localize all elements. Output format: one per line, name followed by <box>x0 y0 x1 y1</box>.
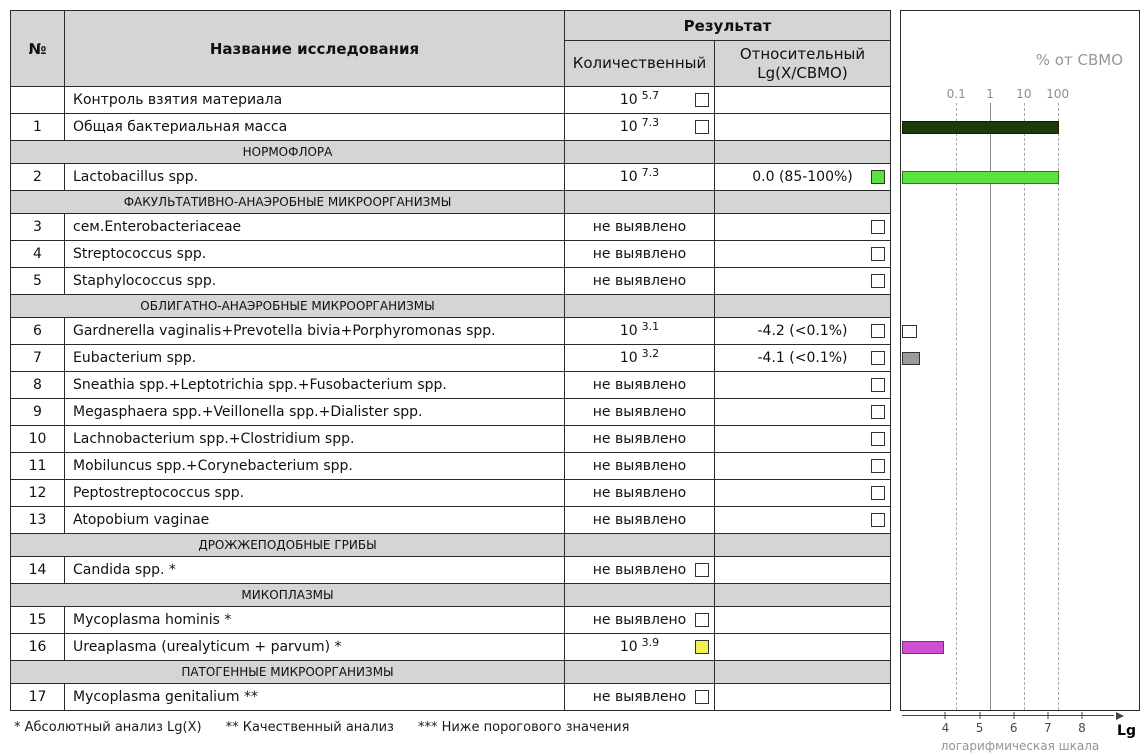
section-row <box>11 534 891 557</box>
section-label: ОБЛИГАТНО-АНАЭРОБНЫЕ МИКРООРГАНИЗМЫ <box>11 295 565 318</box>
test-name: Megasphaera spp.+Veillonella spp.+Dialister spp. <box>65 399 565 426</box>
section-cell-empty <box>565 661 715 684</box>
chart-bar-row-16 <box>902 641 944 654</box>
row-number: 8 <box>11 372 65 399</box>
section-cell-empty <box>715 584 891 607</box>
table-row <box>11 480 891 507</box>
row-number: 5 <box>11 268 65 295</box>
section-row <box>11 584 891 607</box>
result-checkbox[interactable] <box>871 486 885 500</box>
section-row <box>11 661 891 684</box>
relative-result <box>715 453 891 480</box>
qty-value: не выявлено <box>592 377 687 393</box>
row-number: 15 <box>11 607 65 634</box>
qty-value: не выявлено <box>592 246 687 262</box>
relative-result <box>715 399 891 426</box>
axis-lg-label: Lg <box>1117 723 1136 739</box>
footnote-item: *** Ниже порогового значения <box>417 720 630 735</box>
qty-exponent: 7.3 <box>641 116 660 129</box>
section-label: МИКОПЛАЗМЫ <box>11 584 565 607</box>
quantitative-result <box>565 87 715 114</box>
quantitative-result <box>565 507 715 534</box>
result-checkbox[interactable] <box>871 432 885 446</box>
relative-result <box>715 557 891 584</box>
row-number: 6 <box>11 318 65 345</box>
relative-result <box>715 268 891 295</box>
section-cell-empty <box>565 534 715 557</box>
row-number: 12 <box>11 480 65 507</box>
quantitative-result <box>565 268 715 295</box>
percent-tick-label: 100 <box>1046 87 1070 101</box>
table-row <box>11 318 891 345</box>
quantitative-result <box>565 426 715 453</box>
qty-value: не выявлено <box>592 485 687 501</box>
qty-exponent: 7.3 <box>641 166 660 179</box>
quantitative-result <box>565 372 715 399</box>
table-row <box>11 268 891 295</box>
axis-tick <box>1081 712 1082 719</box>
chart-bar-row-6 <box>902 325 917 338</box>
header-result: Результат <box>565 11 891 41</box>
table-row <box>11 557 891 584</box>
table-row <box>11 607 891 634</box>
section-cell-empty <box>565 584 715 607</box>
chart-x-axis <box>900 712 1140 755</box>
qty-value: не выявлено <box>592 273 687 289</box>
section-cell-empty <box>715 295 891 318</box>
row-number: 17 <box>11 684 65 711</box>
quantitative-result <box>565 557 715 584</box>
table-row <box>11 114 891 141</box>
section-cell-empty <box>565 295 715 318</box>
header-relative <box>715 41 891 87</box>
qty-value: 10 <box>619 169 638 185</box>
section-label: НОРМОФЛОРА <box>11 141 565 164</box>
test-name: сем.Enterobacteriaceae <box>65 214 565 241</box>
relative-result <box>715 634 891 661</box>
percent-tick-label: 1 <box>986 87 994 101</box>
section-cell-empty <box>715 141 891 164</box>
qty-value: не выявлено <box>592 458 687 474</box>
test-name: Atopobium vaginae <box>65 507 565 534</box>
relative-result <box>715 87 891 114</box>
test-name: Mobiluncus spp.+Corynebacterium spp. <box>65 453 565 480</box>
row-number: 14 <box>11 557 65 584</box>
test-name: Sneathia spp.+Leptotrichia spp.+Fusobacterium spp. <box>65 372 565 399</box>
quantitative-result <box>565 399 715 426</box>
quantitative-result <box>565 453 715 480</box>
relative-value: -4.1 (<0.1%) <box>757 350 848 366</box>
qty-value: 10 <box>619 639 638 655</box>
result-checkbox[interactable] <box>695 93 709 107</box>
table-row <box>11 507 891 534</box>
row-number: 1 <box>11 114 65 141</box>
result-checkbox[interactable] <box>695 690 709 704</box>
result-checkbox[interactable] <box>871 220 885 234</box>
qty-value: не выявлено <box>592 512 687 528</box>
axis-tick-label: 5 <box>975 721 984 735</box>
section-cell-empty <box>565 191 715 214</box>
qty-value: не выявлено <box>592 431 687 447</box>
relative-result <box>715 684 891 711</box>
result-checkbox[interactable] <box>871 459 885 473</box>
table-row <box>11 634 891 661</box>
section-cell-empty <box>715 534 891 557</box>
axis-tick <box>1047 712 1048 719</box>
axis-tick <box>979 712 980 719</box>
axis-tick-label: 4 <box>941 721 950 735</box>
section-row <box>11 295 891 318</box>
relative-result <box>715 426 891 453</box>
relative-result <box>715 114 891 141</box>
quantitative-result <box>565 114 715 141</box>
relative-result <box>715 241 891 268</box>
qty-value: 10 <box>619 323 638 339</box>
qty-value: не выявлено <box>592 404 687 420</box>
test-name: Peptostreptococcus spp. <box>65 480 565 507</box>
relative-result <box>715 345 891 372</box>
row-number: 16 <box>11 634 65 661</box>
quantitative-result <box>565 634 715 661</box>
result-checkbox[interactable] <box>871 324 885 338</box>
footnote-item: ** Качественный анализ <box>225 720 394 735</box>
table-body <box>11 87 891 711</box>
chart-bar-row-7 <box>902 352 920 365</box>
relative-result <box>715 507 891 534</box>
quantitative-result <box>565 684 715 711</box>
quantitative-result <box>565 241 715 268</box>
section-cell-empty <box>565 141 715 164</box>
test-name: Eubacterium spp. <box>65 345 565 372</box>
section-row <box>11 191 891 214</box>
header-relative-line1: Относительный <box>739 44 866 63</box>
table-row <box>11 372 891 399</box>
test-name: Контроль взятия материала <box>65 87 565 114</box>
quantitative-result <box>565 480 715 507</box>
test-name: Mycoplasma hominis * <box>65 607 565 634</box>
table-row <box>11 87 891 114</box>
header-relative-line2: Lg(X/СВМО) <box>757 63 848 82</box>
table-row <box>11 684 891 711</box>
row-number: 4 <box>11 241 65 268</box>
result-checkbox[interactable] <box>871 405 885 419</box>
header-quantitative: Количественный <box>565 41 715 87</box>
footnote <box>14 720 653 735</box>
table-row <box>11 241 891 268</box>
result-checkbox[interactable] <box>871 247 885 261</box>
row-number: 13 <box>11 507 65 534</box>
result-checkbox[interactable] <box>871 513 885 527</box>
qty-value: 10 <box>619 350 638 366</box>
footnote-item: * Абсолютный анализ Lg(X) <box>14 720 202 735</box>
relative-result <box>715 214 891 241</box>
axis-tick <box>945 712 946 719</box>
percent-tick-label: 10 <box>1016 87 1032 101</box>
qty-value: не выявлено <box>592 562 687 578</box>
axis-tick-label: 7 <box>1043 721 1052 735</box>
relative-result <box>715 480 891 507</box>
section-label: ФАКУЛЬТАТИВНО-АНАЭРОБНЫЕ МИКРООРГАНИЗМЫ <box>11 191 565 214</box>
chart-bar-row-2 <box>902 171 1059 184</box>
section-label: ДРОЖЖЕПОДОБНЫЕ ГРИБЫ <box>11 534 565 557</box>
chart-title: % от СВМО <box>1035 51 1123 69</box>
result-checkbox[interactable] <box>871 170 885 184</box>
result-checkbox[interactable] <box>695 613 709 627</box>
table-row <box>11 399 891 426</box>
relative-result <box>715 607 891 634</box>
axis-tick-label: 8 <box>1078 721 1086 735</box>
qty-value: 10 <box>619 92 638 108</box>
qty-value: не выявлено <box>592 689 687 705</box>
section-cell-empty <box>715 191 891 214</box>
qty-value: не выявлено <box>592 612 687 628</box>
quantitative-result <box>565 214 715 241</box>
percent-tick-label: 0.1 <box>946 87 966 101</box>
qty-exponent: 3.2 <box>641 347 660 360</box>
axis-tick-label: 6 <box>1009 721 1018 735</box>
qty-exponent: 3.9 <box>641 636 660 649</box>
row-number: 9 <box>11 399 65 426</box>
axis-arrow-icon <box>1116 712 1124 720</box>
quantitative-result <box>565 164 715 191</box>
row-number: 10 <box>11 426 65 453</box>
row-number: 3 <box>11 214 65 241</box>
results-table <box>10 10 891 711</box>
result-checkbox[interactable] <box>695 640 709 654</box>
qty-exponent: 3.1 <box>641 320 660 333</box>
relative-value: 0.0 (85-100%) <box>752 169 853 185</box>
quantitative-result <box>565 318 715 345</box>
qty-exponent: 5.7 <box>641 89 660 102</box>
chart-panel <box>900 10 1140 711</box>
row-number <box>11 87 65 114</box>
quantitative-result <box>565 345 715 372</box>
table-row <box>11 453 891 480</box>
test-name: Общая бактериальная масса <box>65 114 565 141</box>
result-checkbox[interactable] <box>871 274 885 288</box>
section-row <box>11 141 891 164</box>
test-name: Mycoplasma genitalium ** <box>65 684 565 711</box>
qty-value: 10 <box>619 119 638 135</box>
table-row <box>11 214 891 241</box>
test-name: Ureaplasma (urealyticum + parvum) * <box>65 634 565 661</box>
test-name: Candida spp. * <box>65 557 565 584</box>
quantitative-result <box>565 607 715 634</box>
relative-result <box>715 372 891 399</box>
relative-value: -4.2 (<0.1%) <box>757 323 848 339</box>
axis-caption: логарифмическая шкала <box>940 739 1100 753</box>
section-label: ПАТОГЕННЫЕ МИКРООРГАНИЗМЫ <box>11 661 565 684</box>
axis-tick <box>1013 712 1014 719</box>
test-name: Staphylococcus spp. <box>65 268 565 295</box>
header-num: № <box>11 11 65 87</box>
chart-gridline <box>1058 103 1059 710</box>
result-checkbox[interactable] <box>695 120 709 134</box>
result-checkbox[interactable] <box>695 563 709 577</box>
row-number: 7 <box>11 345 65 372</box>
qty-value: не выявлено <box>592 219 687 235</box>
table-row <box>11 345 891 372</box>
relative-result <box>715 164 891 191</box>
test-name: Gardnerella vaginalis+Prevotella bivia+Porphyromonas spp. <box>65 318 565 345</box>
row-number: 2 <box>11 164 65 191</box>
test-name: Streptococcus spp. <box>65 241 565 268</box>
chart-gridline <box>990 103 991 710</box>
result-checkbox[interactable] <box>871 378 885 392</box>
table-row <box>11 164 891 191</box>
relative-result <box>715 318 891 345</box>
chart-gridline <box>956 103 957 710</box>
header-name: Название исследования <box>65 11 565 87</box>
section-cell-empty <box>715 661 891 684</box>
chart-gridline <box>1024 103 1025 710</box>
result-checkbox[interactable] <box>871 351 885 365</box>
row-number: 11 <box>11 453 65 480</box>
chart-bar-row-1 <box>902 121 1059 134</box>
test-name: Lachnobacterium spp.+Clostridium spp. <box>65 426 565 453</box>
table-row <box>11 426 891 453</box>
test-name: Lactobacillus spp. <box>65 164 565 191</box>
